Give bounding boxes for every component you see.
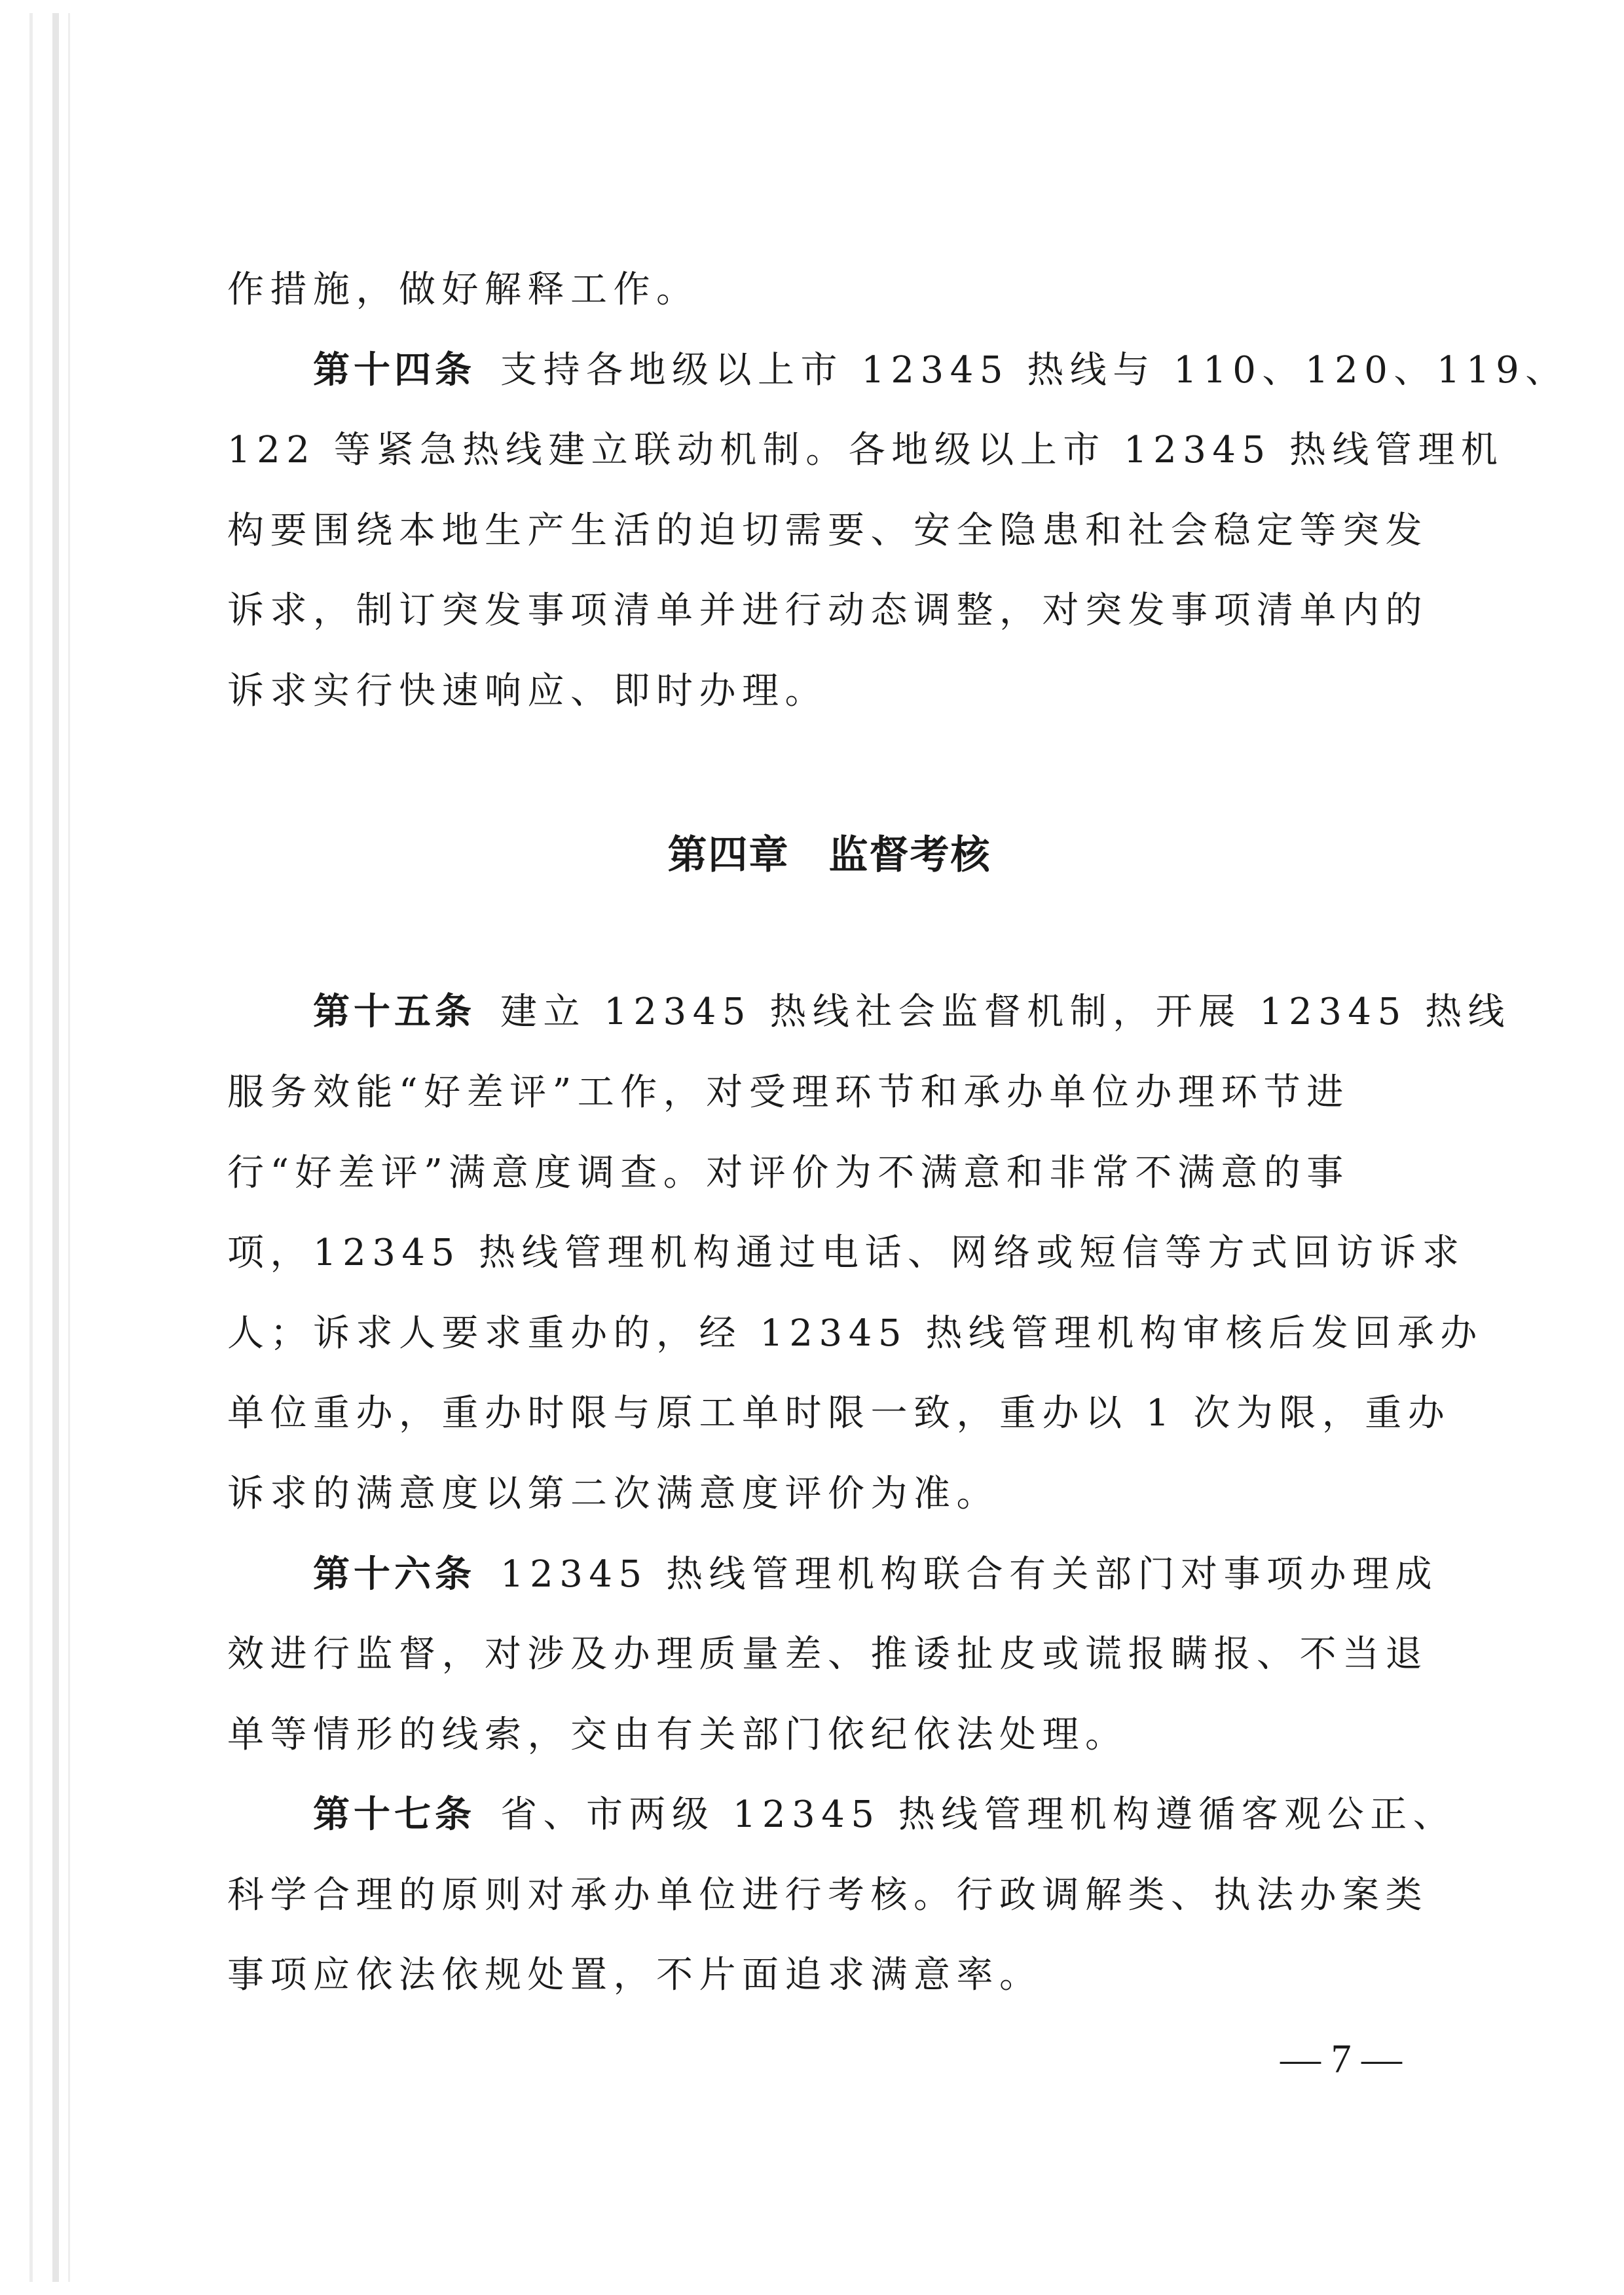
paragraph-line: 事项应依法依规处置，不片面追求满意率。 xyxy=(227,1954,1043,1997)
article-14-first-line xyxy=(227,331,1568,411)
article-text: 建立 12345 热线社会监督机制，开展 12345 热线 xyxy=(500,991,1511,1034)
scan-artifact-line xyxy=(29,13,33,2282)
paragraph-line: 人；诉求人要求重办的，经 12345 热线管理机构审核后发回承办 xyxy=(227,1312,1483,1355)
paragraph-line: 构要围绕本地生产生活的迫切需要、安全隐患和社会稳定等突发 xyxy=(227,509,1428,552)
paragraph-line: 科学合理的原则对承办单位进行考核。行政调解类、执法办案类 xyxy=(227,1873,1428,1917)
paragraph-line: 诉求，制订突发事项清单并进行动态调整，对突发事项清单内的 xyxy=(227,589,1428,633)
article-15-first-line xyxy=(227,972,1511,1053)
article-label: 第十四条 xyxy=(313,348,475,392)
scan-artifact-line xyxy=(52,13,59,2282)
article-label: 第十五条 xyxy=(313,991,475,1034)
chapter-title xyxy=(668,824,991,880)
article-17-first-line xyxy=(227,1775,1456,1856)
paragraph-line: 服务效能“好差评”工作，对受理环节和承办单位办理环节进 xyxy=(227,1071,1350,1114)
paragraph-line: 项，12345 热线管理机构通过电话、网络或短信等方式回访诉求 xyxy=(227,1232,1466,1275)
paragraph-line: 122 等紧急热线建立联动机制。各地级以上市 12345 热线管理机 xyxy=(227,429,1504,472)
paragraph-line: 诉求实行快速响应、即时办理。 xyxy=(227,669,828,712)
chapter-heading xyxy=(227,732,1430,973)
paragraph-line: 诉求的满意度以第二次满意度评价为准。 xyxy=(227,1472,999,1515)
chapter-number: 第四章 xyxy=(667,832,790,879)
article-label: 第十七条 xyxy=(313,1793,475,1837)
article-text: 支持各地级以上市 12345 热线与 110、120、119、 xyxy=(500,348,1568,392)
paragraph-line: 作措施，做好解释工作。 xyxy=(227,268,699,311)
scan-artifact-line xyxy=(68,13,70,2282)
article-16-first-line xyxy=(227,1535,1438,1615)
article-label: 第十六条 xyxy=(313,1552,475,1596)
chapter-name: 监督考核 xyxy=(828,832,991,879)
article-text: 省、市两级 12345 热线管理机构遵循客观公正、 xyxy=(500,1793,1456,1837)
paragraph-line: 单等情形的线索，交由有关部门依纪依法处理。 xyxy=(227,1713,1128,1756)
document-body xyxy=(227,250,1568,2016)
paragraph-line: 单位重办，重办时限与原工单时限一致，重办以 1 次为限，重办 xyxy=(227,1392,1451,1435)
article-text: 12345 热线管理机构联合有关部门对事项办理成 xyxy=(500,1552,1438,1596)
paragraph-line: 行“好差评”满意度调查。对评价为不满意和非常不满意的事 xyxy=(227,1151,1350,1194)
page-number: — 7 — xyxy=(1280,2037,1402,2082)
paragraph-line: 效进行监督，对涉及办理质量差、推诿扯皮或谎报瞒报、不当退 xyxy=(227,1633,1428,1676)
